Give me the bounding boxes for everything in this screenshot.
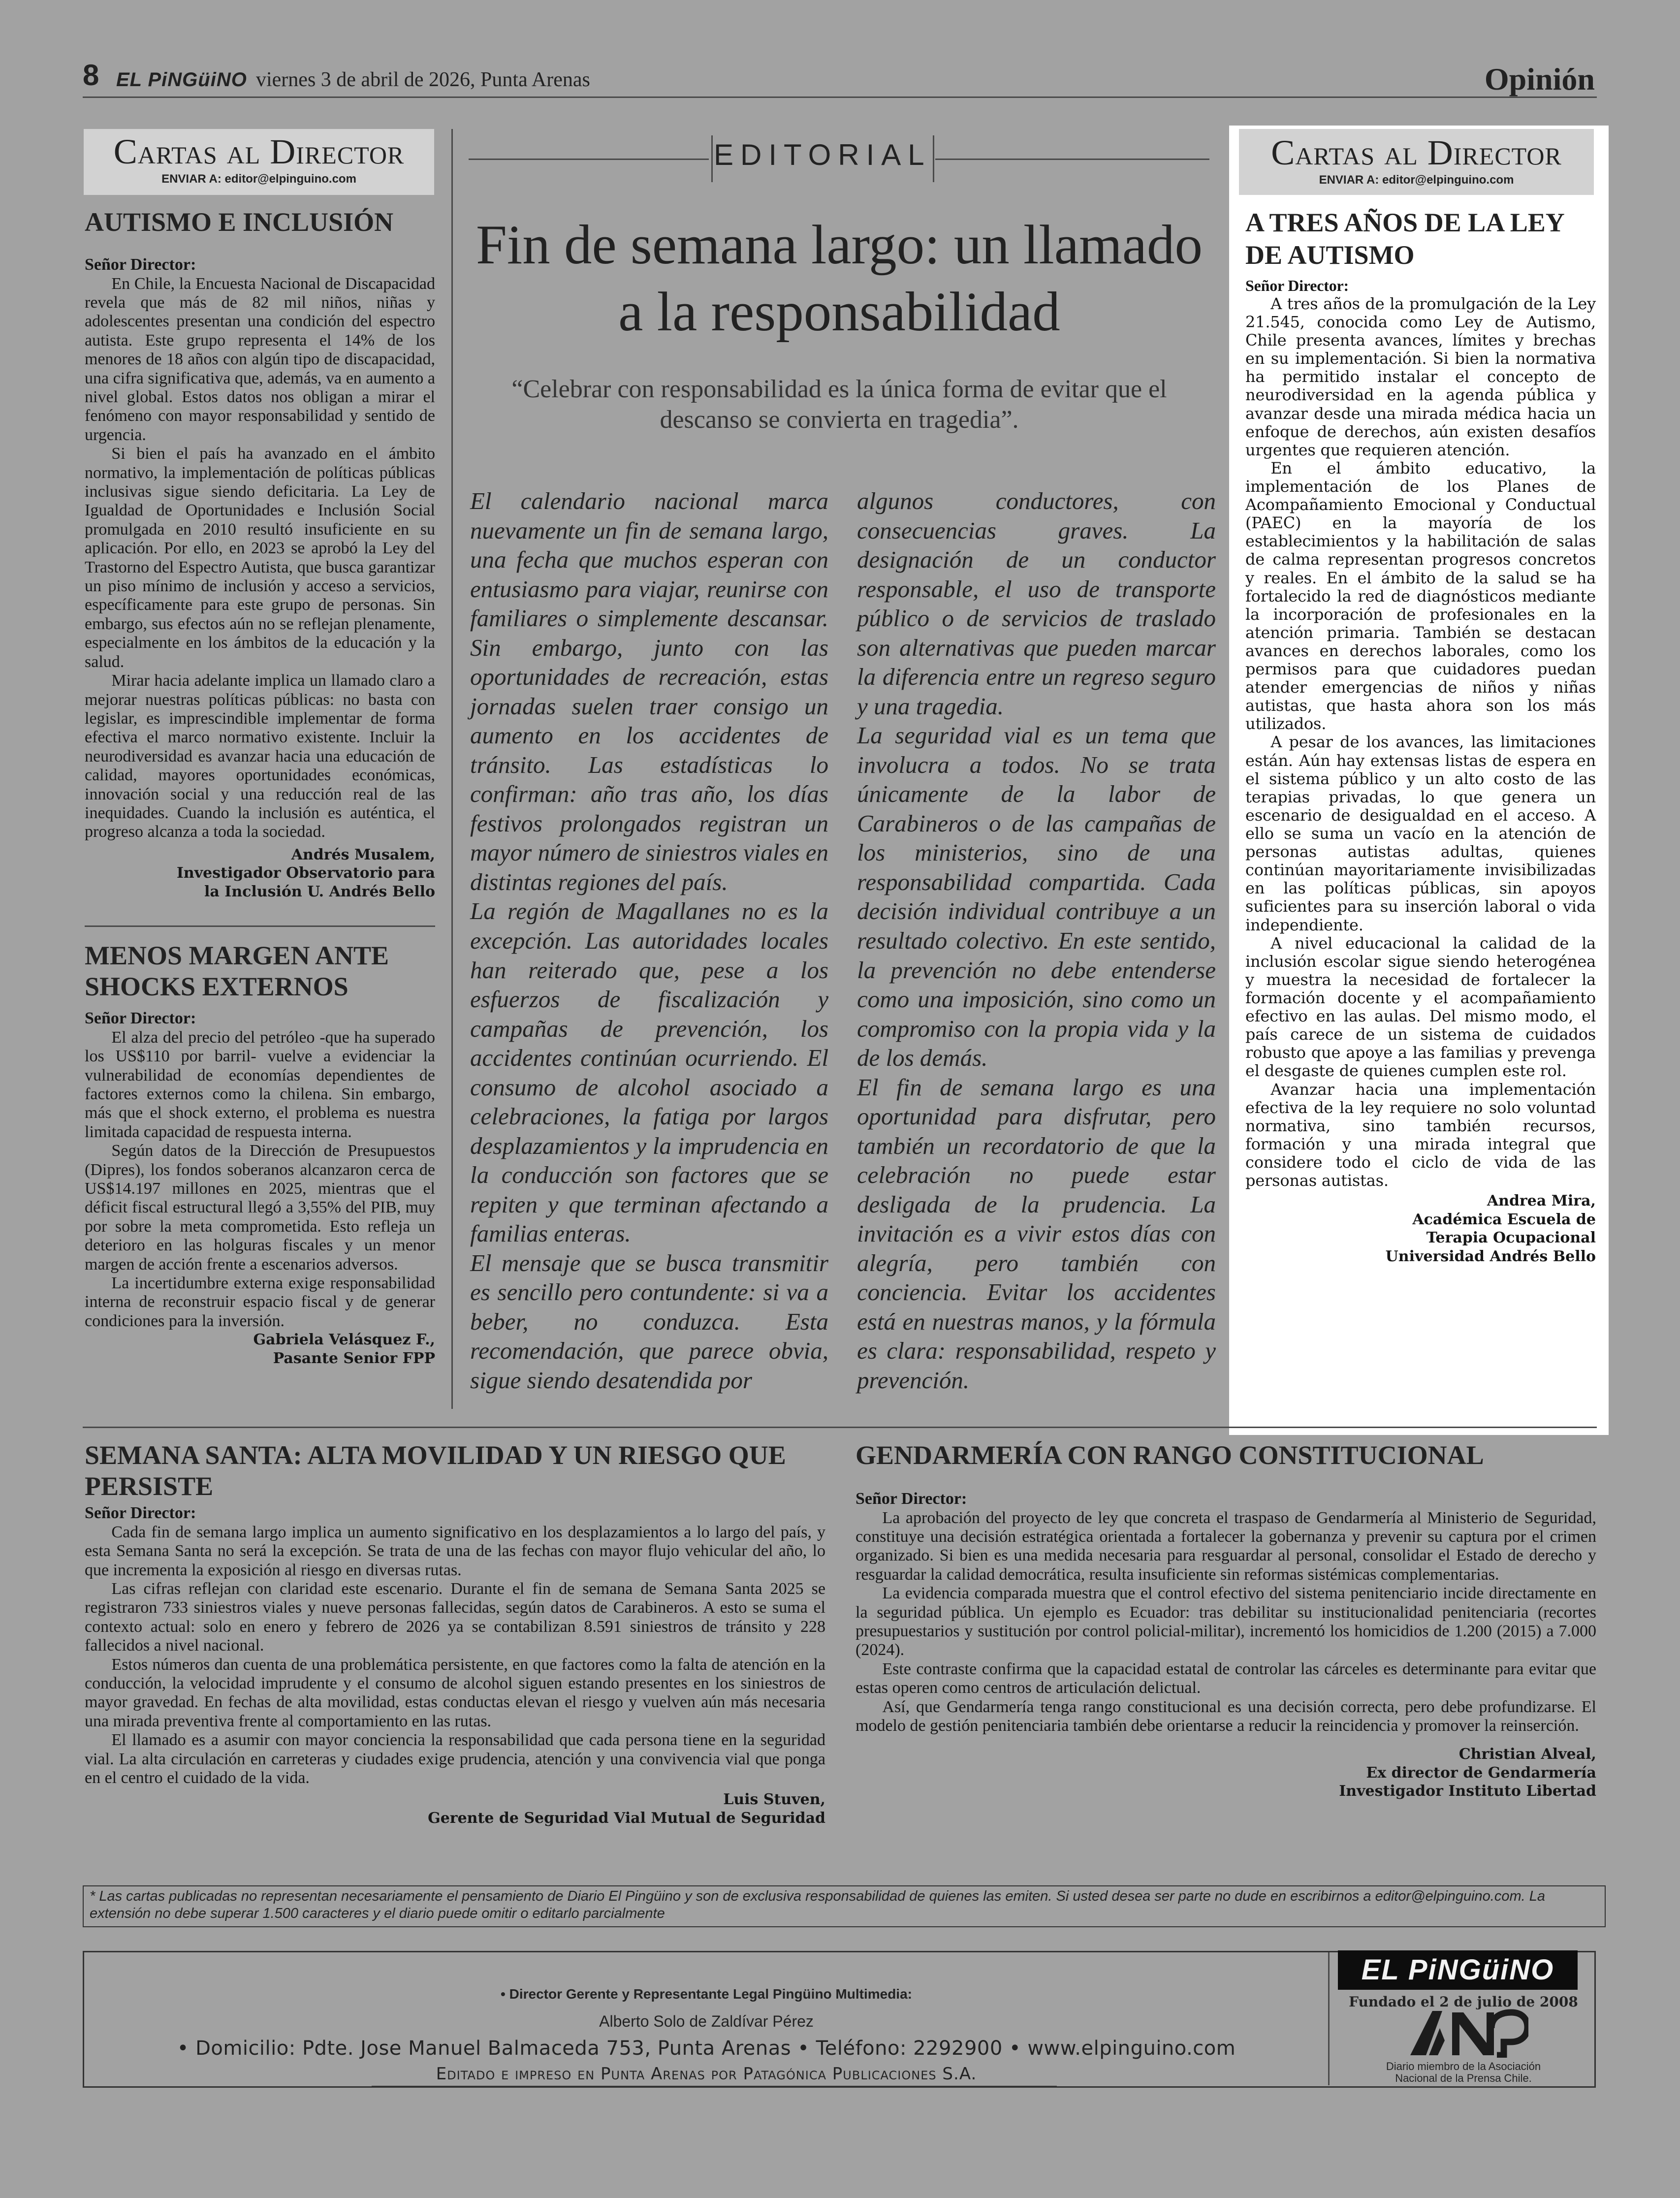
paragraph: Si bien el país ha avanzado en el ámbito normativo, la implementación de políticas públicas inclusivas sigue siendo deficitaria. La Ley de Igualdad de Oportunidades e Inclusión Social promulgada en 2010 resultó insuficiente en su aplicación. Por ello, en 2023 se aprobó la Ley del Trastorno del Espectro Autista, que busca garantizar un piso mínimo de inclusión y acceso a servicios, específicamente para este grupo de personas. Sin embargo, sus efectos aún no se reflejan plenamente, especialmente en los ámbitos de la educación y la salud.	[85, 445, 435, 671]
anp-caption	[1338, 2061, 1589, 2084]
disclaimer-box	[83, 1885, 1606, 1927]
anp-caption-line: Nacional de la Prensa Chile.	[1395, 2072, 1532, 2085]
paragraph: A nivel educacional la calidad de la inclusión escolar sigue siendo heterogénea y muestra la necesidad de fortalecer la formación docente y el acompañamiento efectivo en las aulas. Del mismo modo, el país carece de un sistema de cuidados robusto que apoye a las familias y prevenga el desgaste de quienes cumplen este rol.	[1245, 933, 1596, 1081]
signature-line: Gerente de Seguridad Vial Mutual de Seguridad	[428, 1809, 825, 1827]
cartas-box-left	[84, 129, 434, 195]
signature-name: Luis Stuven,	[723, 1791, 825, 1809]
paragraph: La región de Magallanes no es la excepción. Las autoridades locales han reiterado que, pese a los esfuerzos de fiscalización y campañas de prevención, los accidentes continúan ocurriendo. El consumo de alcohol asociado a celebraciones, la fatiga por largos desplazamientos y la imprudencia en la conducción son factores que se repiten y que terminan afectando a familias enteras.	[470, 897, 828, 1247]
header-rule	[83, 96, 1597, 98]
letter-title: AUTISMO E INCLUSIÓN	[85, 207, 394, 237]
paragraph: En el ámbito educativo, la implementación de los Planes de Acompañamiento Emocional y Conductual (PAEC) en la mayoría de los establecimientos y la habilitación de salas de calma representan progresos concretos y reales. En el ámbito de la salud se ha fortalecido la red de diagnósticos mediante la incorporación de profesionales en la atención primaria. También se destacan avances en derechos laborales, como los permisos para que cuidadores puedan atender emergencias de niños y niñas autistas, que hasta ahora son los más utilizados.	[1245, 458, 1596, 733]
editorial-column-2	[857, 486, 1216, 1395]
editorial-headline: Fin de semana largo: un llamado a la responsabilidad	[475, 214, 1203, 343]
paragraph: algunos conductores, con consecuencias graves. La designación de un conductor responsable, el uso de transporte público o de servicios de traslado son alternativas que pueden marcar la diferencia entre un regreso seguro y una tragedia.	[857, 487, 1216, 720]
paragraph: El alza del precio del petróleo -que ha superado los US$110 por barril- vuelve a evidenciar la vulnerabilidad de economías dependientes de factores externos como la chilena. Sin embargo, más que el shock externo, el problema es nuestra limitada capacidad de respuesta interna.	[85, 1028, 435, 1141]
header-date: viernes 3 de abril de 2026, Punta Arenas	[256, 68, 590, 91]
editorial-rule-left	[469, 159, 709, 160]
salutation: Señor Director:	[85, 1504, 196, 1523]
paragraph: A tres años de la promulgación de la Ley 21.545, conocida como Ley de Autismo, Chile presenta avances, límites y brechas en su implementación. Si bien la normativa ha permitido instalar el concepto de neurodiversidad en la agenda pública y avanzar desde una mirada médica hacia un enfoque de derechos, aún existen desafíos urgentes que requieren atención.	[1245, 294, 1596, 459]
paragraph: Así, que Gendarmería tenga rango constitucional es una decisión correcta, pero debe profundizarse. El modelo de gestión penitenciaria también debe orientarse a reducir la reincidencia y promover la reinserción.	[856, 1697, 1596, 1735]
signature-line: Investigador Instituto Libertad	[1339, 1783, 1596, 1800]
salutation: Señor Director:	[856, 1490, 967, 1508]
letter-title: A TRES AÑOS DE LA LEY DE AUTISMO	[1245, 208, 1564, 270]
cartas-email: ENVIAR A: editor@elpinguino.com	[1319, 173, 1514, 187]
editorial-tick-right	[933, 135, 934, 182]
paragraph: La aprobación del proyecto de ley que concreta el traspaso de Gendarmería al Ministerio de Seguridad, constituye una decisión estratégica orientada a fortalecer la gobernanza y prevenir su captura por el crimen organizado. Si bien es una medida necesaria para resguardar al personal, consolidar el Estado de derecho y resguardar la calidad democrática, resulta insuficiente sin reformas sistémicas complementarias.	[856, 1508, 1596, 1584]
paragraph: La seguridad vial es un tema que involucra a todos. No se trata únicamente de la labor de Carabineros o de las campañas de los ministerios, sino de una responsabilidad compartida. Cada decisión individual contribuye a un resultado colectivo. En este sentido, la prevención no debe entenderse como una imposición, sino como un compromiso con la propia vida y la de los demás.	[857, 722, 1216, 1072]
salutation: Señor Director:	[85, 1009, 196, 1028]
letter-title: SEMANA SANTA: ALTA MOVILIDAD Y UN RIESGO QUE PERSISTE	[85, 1440, 786, 1501]
paragraph: Las cifras reflejan con claridad este escenario. Durante el fin de semana de Semana Santa 2025 se registraron 733 siniestros viales y nueve personas fallecidas, según datos de Carabineros. A esto se suma el contexto actual: solo en enero y febrero de 2026 ya se contabilizan 8.591 siniestros de tránsito y 228 fallecidos a nivel nacional.	[85, 1579, 825, 1655]
signature-line: Pasante Senior FPP	[273, 1349, 435, 1367]
signature-line: Terapia Ocupacional	[1426, 1229, 1596, 1247]
editorial-label: EDITORIAL	[714, 138, 931, 171]
signature-line: Investigador Observatorio para	[176, 864, 435, 882]
letter-shocks	[85, 940, 435, 1368]
paragraph: La evidencia comparada muestra que el control efectivo del sistema penitenciario incide directamente en la seguridad pública. Un ejemplo es Ecuador: tras debilitar su institucionalidad penitenciaria (recortes presupuestarios y sustitución por control policial-militar), incrementó los homicidios de 1.200 (2015) a 7.000 (2024).	[856, 1584, 1596, 1659]
anp-caption-line: Diario miembro de la Asociación	[1386, 2060, 1541, 2072]
column-rule	[451, 129, 453, 1409]
footer-founded: Fundado el 2 de julio de 2008	[1349, 1994, 1578, 2010]
salutation: Señor Director:	[1245, 276, 1349, 294]
letter-autismo	[85, 207, 435, 901]
paragraph: El fin de semana largo es una oportunidad para disfrutar, pero también un recordatorio de que la celebración no puede estar desligada de la prudencia. La invitación es a vivir estos días con alegría, pero también con conciencia. Evitar los accidentes está en nuestras manos, y la fórmula es clara: responsabilidad, respeto y prevención.	[857, 1073, 1216, 1394]
salutation: Señor Director:	[85, 255, 196, 274]
paragraph: Según datos de la Dirección de Presupuestos (Dipres), los fondos soberanos alcanzaron cerca de US$14.197 millones en 2025, mientras que el déficit fiscal estructural llegó a 3,55% del PIB, muy por sobre la meta comprometida. Esto refleja un deterioro en las holguras fiscales y un menor margen de acción frente a escenarios adversos.	[85, 1142, 435, 1274]
signature-line: Universidad Andrés Bello	[1385, 1247, 1596, 1265]
paragraph: El llamado es a asumir con mayor conciencia la responsabilidad que cada persona tiene en la seguridad vial. La alta circulación en carreteras y ciudades exige prudencia, atención y una convivencia vial que ponga en el centro el cuidado de la vida.	[85, 1731, 825, 1787]
signature-name: Christian Alveal,	[1458, 1746, 1596, 1763]
signature-name: Andrés Musalem,	[291, 846, 435, 863]
letter-ley-autismo	[1245, 207, 1596, 1266]
editorial-column-1	[470, 486, 828, 1395]
paragraph: Mirar hacia adelante implica un llamado claro a mejorar nuestras políticas públicas: no basta con legislar, es imprescindible implementar de forma efectiva el marco normativo existente. Incluir la neurodiversidad es avanzar hacia una educación de calidad, mayores oportunidades económicas, innovación social y una reducción real de las inequidades. Cuando la inclusión es auténtica, el progreso alcanza a toda la sociedad.	[85, 671, 435, 841]
cartas-box-right	[1239, 129, 1594, 195]
signature-name: Andrea Mira,	[1487, 1192, 1596, 1210]
footer-director-label: • Director Gerente y Representante Legal Pingüino Multimedia:	[501, 1986, 912, 2002]
paragraph: A pesar de los avances, las limitaciones están. Aún hay extensas listas de espera en el sistema público y un alto costo de las terapias privadas, lo que genera un escenario de desigualdad en el acceso. A ello se suma un vacío en la atención de personas autistas adultas, quienes continúan mayoritariamente invisibilizadas en las políticas públicas, sin apoyos suficientes para su inserción laboral o vida independiente.	[1245, 733, 1596, 934]
paragraph: Estos números dan cuenta de una problemática persistente, en que factores como la falta de atención en la conducción, la velocidad imprudente y el consumo de alcohol siguen estando presentes en los siniestros de mayor gravedad. En fechas de alta movilidad, estas conductas elevan el riesgo y vuelven aún más necesaria una mirada preventiva frente al comportamiento en las rutas.	[85, 1655, 825, 1730]
paragraph: La incertidumbre externa exige responsabilidad interna de reconstruir espacio fiscal y de generar condiciones para la inversión.	[85, 1274, 435, 1330]
paragraph: Avanzar hacia una implementación efectiva de la ley requiere no solo voluntad normativa, sino también recursos, formación y una mirada integral que considere todo el ciclo de vida de las personas autistas.	[1245, 1080, 1596, 1190]
paragraph: Este contraste confirma que la capacidad estatal de controlar las cárceles es determinante para evitar que estas operen como centros de articulación delictual.	[856, 1659, 1596, 1697]
header-logo: EL PiNGüiNO	[116, 69, 247, 91]
editorial-pullquote: “Celebrar con responsabilidad es la única forma de evitar que el descanso se convierta en tragedia”.	[511, 375, 1167, 434]
anp-logo	[1405, 2008, 1528, 2058]
cartas-title: Cartas al Director	[1271, 133, 1562, 172]
letter-gendarmeria	[856, 1440, 1596, 1801]
divider	[85, 925, 435, 927]
footer-underline	[372, 2086, 1057, 2087]
signature-line: la Inclusión U. Andrés Bello	[204, 883, 435, 900]
footer-logo-text: EL PiNGüiNO	[1361, 1954, 1554, 1986]
paragraph: El mensaje que se busca transmitir es sencillo pero contundente: si va a beber, no conduzca. Esta recomendación, que parece obvia, sigue siendo desatendida por	[470, 1249, 828, 1394]
divider	[83, 1427, 1597, 1428]
paragraph: En Chile, la Encuesta Nacional de Discapacidad revela que más de 82 mil niños, niñas y adolescentes presentan una condición del espectro autista. Este grupo representa el 14% de los menores de 18 años con algún tipo de discapacidad, una cifra significativa que, además, va en aumento a nivel global. Estos datos nos obligan a mirar el fenómeno con mayor responsabilidad y sentido de urgencia.	[85, 274, 435, 444]
anp-logo-mark	[1405, 2008, 1528, 2058]
paragraph: Cada fin de semana largo implica un aumento significativo en los desplazamientos a lo largo del país, y esta Semana Santa no será la excepción. Se trata de una de las fechas con mayor flujo vehicular del año, lo que incrementa la exposición al riesgo en diversas rutas.	[85, 1523, 825, 1579]
section-title: Opinión	[1484, 62, 1595, 96]
footer-printed-by: Editado e impreso en Punta Arenas por Patagónica Publicaciones S.A.	[436, 2064, 977, 2084]
letter-title: MENOS MARGEN ANTE SHOCKS EXTERNOS	[85, 941, 389, 1002]
signature-line: Académica Escuela de	[1412, 1210, 1596, 1228]
footer-director-name: Alberto Solo de Zaldívar Pérez	[599, 2012, 814, 2030]
signature-name: Gabriela Velásquez F.,	[253, 1331, 435, 1349]
letter-semana-santa	[85, 1440, 825, 1827]
disclaimer-text: * Las cartas publicadas no representan necesariamente el pensamiento de Diario El Pingüino y son de exclusiva responsabilidad de quienes las emiten. Si usted desea ser parte no dude en escribirnos a editor@elpinguino.com. La extensión no debe superar 1.500 caracteres y el diario puede omitir o editarlo parcialmente	[90, 1888, 1546, 1922]
letter-title: GENDARMERÍA CON RANGO CONSTITUCIONAL	[856, 1440, 1484, 1470]
paragraph: El calendario nacional marca nuevamente un fin de semana largo, una fecha que muchos esperan con entusiasmo para viajar, reunirse con familiares o simplemente descansar. Sin embargo, junto con las oportunidades de recreación, estas jornadas suelen traer consigo un aumento en los accidentes de tránsito. Las estadísticas lo confirman: año tras año, los días festivos prolongados registran un mayor número de siniestros viales en distintas regiones del país.	[470, 487, 828, 895]
cartas-email: ENVIAR A: editor@elpinguino.com	[161, 172, 356, 186]
signature-line: Ex director de Gendarmería	[1366, 1764, 1596, 1782]
editorial-tick-left	[711, 135, 713, 182]
page-number: 8	[83, 59, 99, 92]
footer-contact: • Domicilio: Pdte. Jose Manuel Balmaceda 753, Punta Arenas • Teléfono: 2292900 • www.elpinguino.com	[177, 2037, 1236, 2060]
footer-divider	[1328, 1952, 1330, 2085]
footer-logo	[1338, 1950, 1578, 1990]
cartas-title: Cartas al Director	[113, 132, 405, 171]
editorial-rule-right	[935, 159, 1209, 160]
